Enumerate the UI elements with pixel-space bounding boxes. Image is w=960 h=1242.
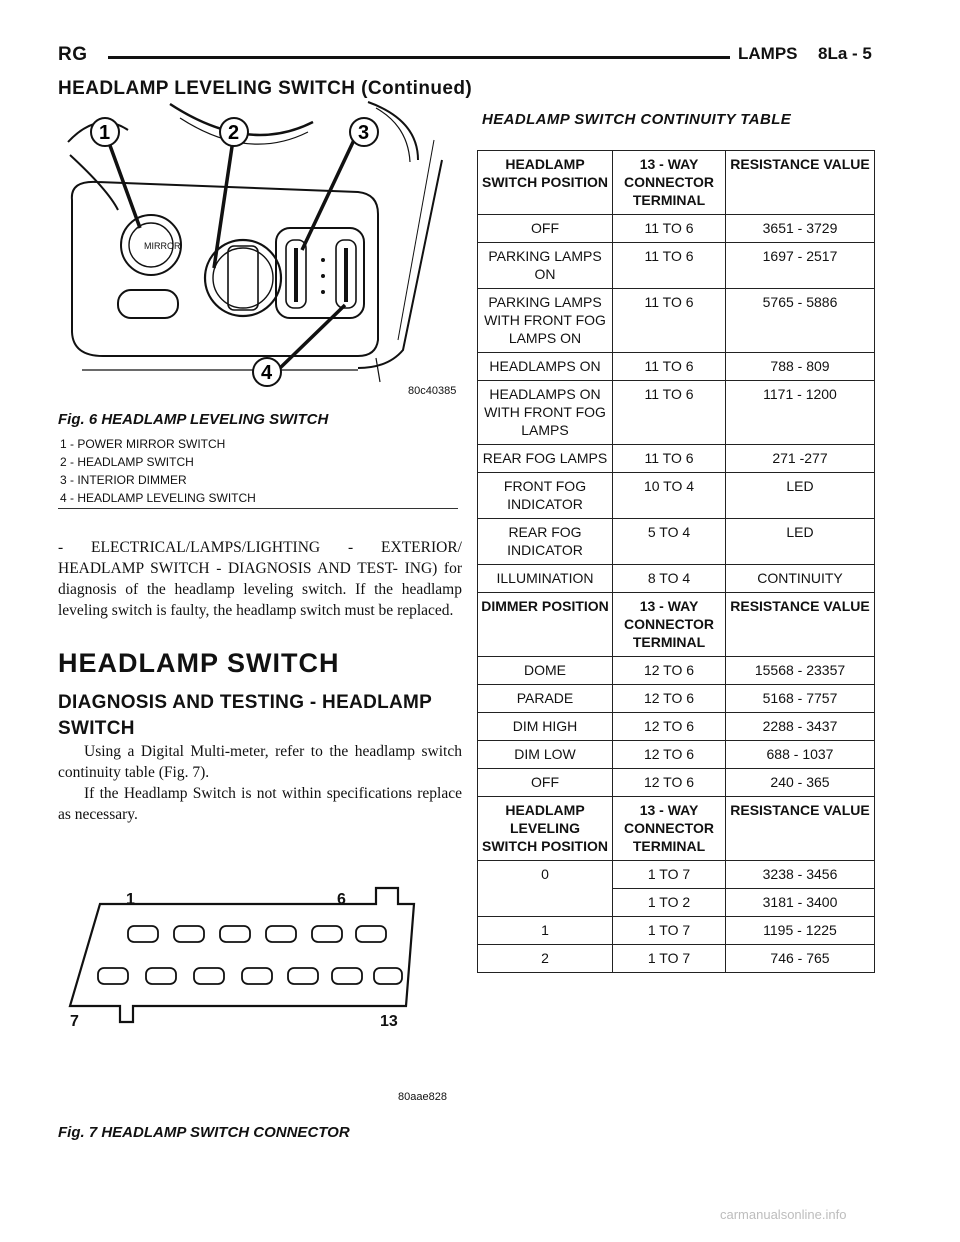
leader-2 (214, 140, 233, 268)
table-row (478, 741, 875, 769)
table-cell: 5 TO 4 (613, 519, 726, 565)
table-cell: 271 -277 (726, 445, 875, 473)
watermark: carmanualsonline.info (720, 1207, 847, 1222)
table-cell: 15568 - 23357 (726, 657, 875, 685)
callout-1: 1 (99, 122, 111, 144)
table-header-cell: HEADLAMP SWITCH POSITION (478, 151, 613, 215)
table-cell: 12 TO 6 (613, 769, 726, 797)
table-cell: 240 - 365 (726, 769, 875, 797)
header-page-number: 8La - 5 (818, 44, 872, 63)
paragraph-3: If the Headlamp Switch is not within specifications replace as necessary. (58, 785, 462, 823)
table-row (478, 945, 875, 973)
pin-label-7: 7 (70, 1013, 79, 1030)
table-cell: 10 TO 4 (613, 473, 726, 519)
table-header-cell: RESISTANCE VALUE (726, 151, 875, 215)
table-header-cell: DIMMER POSITION (478, 593, 613, 657)
table-row (478, 519, 875, 565)
fig7-connector-illustration (58, 880, 458, 1105)
table-cell: 746 - 765 (726, 945, 875, 973)
table-cell: PARADE (478, 685, 613, 713)
fig6-illustration (58, 100, 458, 400)
table-row (478, 473, 875, 519)
table-cell: 12 TO 6 (613, 741, 726, 769)
table-cell: 8 TO 4 (613, 565, 726, 593)
table-cell: REAR FOG LAMPS (478, 445, 613, 473)
connector-outline (70, 888, 414, 1022)
table-cell: HEADLAMPS ON (478, 353, 613, 381)
table-row (478, 289, 875, 353)
table-cell: ILLUMINATION (478, 565, 613, 593)
table-cell: 1697 - 2517 (726, 243, 875, 289)
heading-diagnosis-testing: DIAGNOSIS AND TESTING - HEADLAMP SWITCH (58, 692, 432, 739)
table-header-cell: RESISTANCE VALUE (726, 593, 875, 657)
paragraph-2: Using a Digital Multi-meter, refer to the headlamp switch continuity table (Fig. 7). (58, 743, 462, 781)
table-cell: 11 TO 6 (613, 243, 726, 289)
table-row (478, 769, 875, 797)
table-cell: FRONT FOG INDICATOR (478, 473, 613, 519)
table-cell: DOME (478, 657, 613, 685)
table-row (478, 861, 875, 889)
table-cell: 1 TO 7 (613, 861, 726, 889)
table-cell: 5168 - 7757 (726, 685, 875, 713)
table-cell: 12 TO 6 (613, 657, 726, 685)
table-cell: 1171 - 1200 (726, 381, 875, 445)
table-cell: REAR FOG INDICATOR (478, 519, 613, 565)
table-cell: 11 TO 6 (613, 353, 726, 381)
table-cell: PARKING LAMPS WITH FRONT FOG LAMPS ON (478, 289, 613, 353)
table-header-cell: 13 - WAY CONNECTOR TERMINAL (613, 593, 726, 657)
legend-item-2: 2 - HEADLAMP SWITCH (60, 455, 194, 469)
paragraph-1: - ELECTRICAL/LAMPS/LIGHTING - EXTERIOR/ HEADLAMP SWITCH - DIAGNOSIS AND TEST- ING) for diagnosis of the headlamp leveling switch. If the headlamp leveling switch is faulty, the headlamp switch must be replaced. (58, 539, 462, 619)
table-cell: OFF (478, 769, 613, 797)
fig6-legend (60, 435, 256, 507)
connector-cavities (98, 926, 402, 984)
table-cell: OFF (478, 215, 613, 243)
continued-section-title: HEADLAMP LEVELING SWITCH (Continued) (58, 78, 473, 99)
pin-label-6: 6 (337, 891, 346, 908)
table-row (478, 381, 875, 445)
table-cell: 2 (478, 945, 613, 973)
legend-item-1: 1 - POWER MIRROR SWITCH (60, 437, 226, 451)
continuity-table-title: HEADLAMP SWITCH CONTINUITY TABLE (482, 111, 792, 128)
fig7-caption: Fig. 7 HEADLAMP SWITCH CONNECTOR (58, 1124, 350, 1141)
table-cell: 11 TO 6 (613, 289, 726, 353)
table-header-cell: 13 - WAY CONNECTOR TERMINAL (613, 797, 726, 861)
leader-3 (302, 140, 354, 250)
lower-switch (118, 290, 178, 318)
table-cell: 12 TO 6 (613, 713, 726, 741)
table-row (478, 565, 875, 593)
table-row (478, 215, 875, 243)
table-row (478, 713, 875, 741)
heading-headlamp-switch: HEADLAMP SWITCH (58, 648, 340, 678)
fig7-code: 80aae828 (398, 1091, 447, 1103)
table-header-row (478, 151, 875, 215)
table-row (478, 917, 875, 945)
table-row (478, 685, 875, 713)
table-cell: 12 TO 6 (613, 685, 726, 713)
table-cell: DIM HIGH (478, 713, 613, 741)
fig6-caption: Fig. 6 HEADLAMP LEVELING SWITCH (58, 411, 329, 428)
table-cell: DIM LOW (478, 741, 613, 769)
table-cell: PARKING LAMPS ON (478, 243, 613, 289)
table-header-row (478, 797, 875, 861)
table-row (478, 243, 875, 289)
fig6-code: 80c40385 (408, 385, 457, 397)
table-cell: CONTINUITY (726, 565, 875, 593)
table-cell: 3651 - 3729 (726, 215, 875, 243)
table-header-cell: RESISTANCE VALUE (726, 797, 875, 861)
header-section: LAMPS (738, 44, 798, 63)
table-cell: 1 (478, 917, 613, 945)
paragraph-leveling-diagnosis (58, 537, 462, 621)
table-cell: 11 TO 6 (613, 381, 726, 445)
pin-label-1: 1 (126, 891, 135, 908)
legend-item-4: 4 - HEADLAMP LEVELING SWITCH (60, 491, 256, 505)
fig6-rule (58, 508, 458, 509)
diagnosis-paragraphs (58, 741, 462, 825)
mirror-knob-label: MIRROR (144, 241, 181, 251)
table-cell: 11 TO 6 (613, 215, 726, 243)
pin-label-13: 13 (380, 1013, 398, 1030)
table-cell: 3238 - 3456 (726, 861, 875, 889)
table-row (478, 445, 875, 473)
table-cell: 0 (478, 861, 613, 917)
dash-outline-right (358, 160, 442, 368)
table-cell: 11 TO 6 (613, 445, 726, 473)
header-manual-code: RG (58, 44, 88, 65)
table-cell: LED (726, 519, 875, 565)
table-row (478, 353, 875, 381)
leader-4 (280, 305, 345, 368)
header-rule (108, 56, 730, 59)
table-cell: 688 - 1037 (726, 741, 875, 769)
callout-3: 3 (358, 122, 370, 144)
table-cell: HEADLAMPS ON WITH FRONT FOG LAMPS (478, 381, 613, 445)
table-row (478, 657, 875, 685)
table-cell: 5765 - 5886 (726, 289, 875, 353)
table-cell: 2288 - 3437 (726, 713, 875, 741)
table-header-row (478, 593, 875, 657)
table-cell: 1195 - 1225 (726, 917, 875, 945)
continuity-table (477, 150, 875, 973)
table-cell: 788 - 809 (726, 353, 875, 381)
callout-2: 2 (228, 122, 240, 144)
table-cell: 3181 - 3400 (726, 889, 875, 917)
table-cell: 1 TO 7 (613, 945, 726, 973)
table-cell: LED (726, 473, 875, 519)
legend-item-3: 3 - INTERIOR DIMMER (60, 473, 187, 487)
table-header-cell: 13 - WAY CONNECTOR TERMINAL (613, 151, 726, 215)
table-header-cell: HEADLAMP LEVELING SWITCH POSITION (478, 797, 613, 861)
table-cell: 1 TO 7 (613, 917, 726, 945)
table-cell: 1 TO 2 (613, 889, 726, 917)
callout-4: 4 (261, 362, 273, 384)
